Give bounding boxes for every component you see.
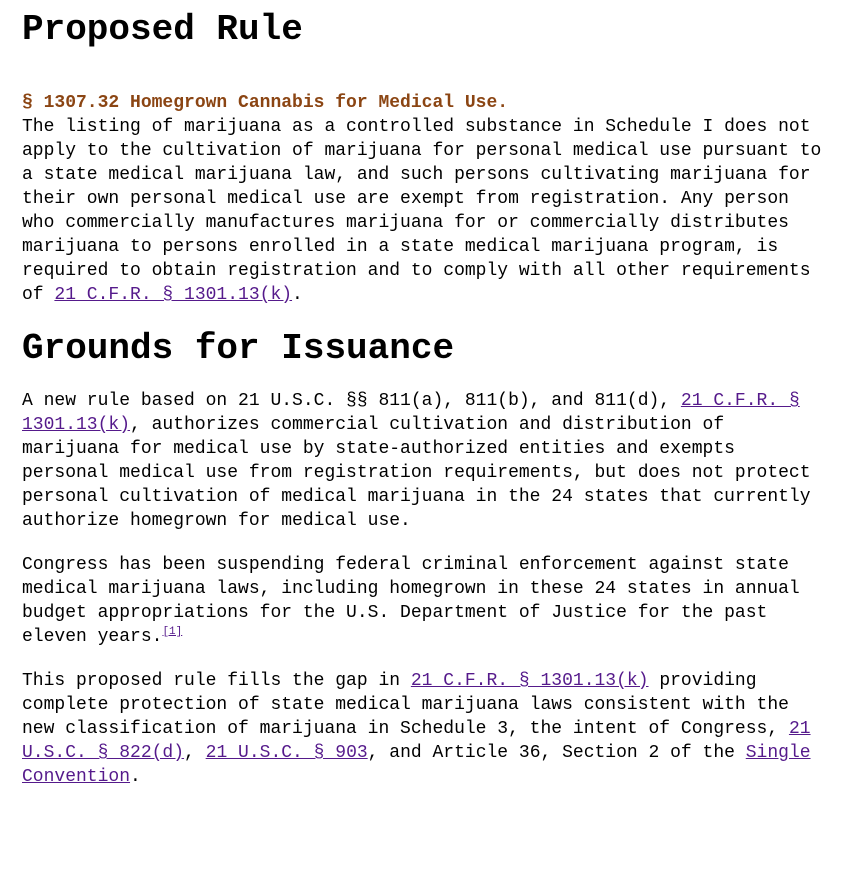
heading-grounds-for-issuance: Grounds for Issuance — [22, 328, 455, 369]
link-cfr-1301-13k[interactable]: 21 C.F.R. § 1301.13(k) — [54, 285, 293, 305]
grounds-p3-sep: , — [184, 743, 206, 763]
grounds-paragraph-3 — [22, 669, 829, 789]
grounds-p2-text: Congress has been suspending federal criminal enforcement against state medical marijuana laws, including homegrown in these 24 states in annual budget appropriations for the U.S. Department of Justice for the past eleven years. — [22, 555, 800, 647]
footnote-marker — [162, 626, 182, 638]
link-single-convention[interactable]: Single Convention — [22, 743, 811, 787]
grounds-p3-middle: providing complete protection of state medical marijuana laws consistent with the new classification of marijuana in Schedule 3, the intent of Congress, — [22, 671, 789, 739]
grounds-p3-before: This proposed rule fills the gap in — [22, 671, 411, 691]
grounds-p1-after: , authorizes commercial cultivation and distribution of marijuana for medical use by state-authorized entities and exempts personal medical use from registration requirements, but does not protect personal cultivation of medical marijuana in the 24 states that currently authorize homegrown for medical use. — [22, 415, 811, 531]
grounds-p3-end: . — [130, 767, 141, 787]
grounds-p1-before: A new rule based on 21 U.S.C. §§ 811(a), 811(b), and 811(d), — [22, 391, 681, 411]
grounds-paragraph-2 — [22, 553, 829, 649]
section-title: § 1307.32 Homegrown Cannabis for Medical Use. — [22, 93, 509, 113]
grounds-p3-after-links: , and Article 36, Section 2 of the — [367, 743, 746, 763]
link-cfr-1301-13k[interactable]: 21 C.F.R. § 1301.13(k) — [410, 671, 649, 691]
link-usc-822d[interactable]: 21 U.S.C. § 822(d) — [22, 719, 811, 763]
proposed-rule-text — [22, 115, 829, 307]
heading-proposed-rule: Proposed Rule — [22, 9, 303, 50]
link-usc-903[interactable]: 21 U.S.C. § 903 — [205, 743, 368, 763]
link-cfr-1301-13k[interactable]: 21 C.F.R. § 1301.13(k) — [22, 391, 800, 435]
proposed-text-body: The listing of marijuana as a controlled substance in Schedule I does not apply to the cultivation of marijuana for personal medical use pursuant to a state medical marijuana law, and such persons cultivating marijuana for their own personal medical use are exempt from registration. Any person who commercially manufactures marijuana for or commercially distributes marijuana to persons enrolled in a state medical marijuana program, is required to obtain registration and to comply with all other requirements of — [22, 117, 822, 305]
footnote-link-1[interactable]: [1] — [162, 626, 183, 638]
proposed-text-end: . — [292, 285, 303, 305]
grounds-paragraph-1 — [22, 389, 829, 533]
